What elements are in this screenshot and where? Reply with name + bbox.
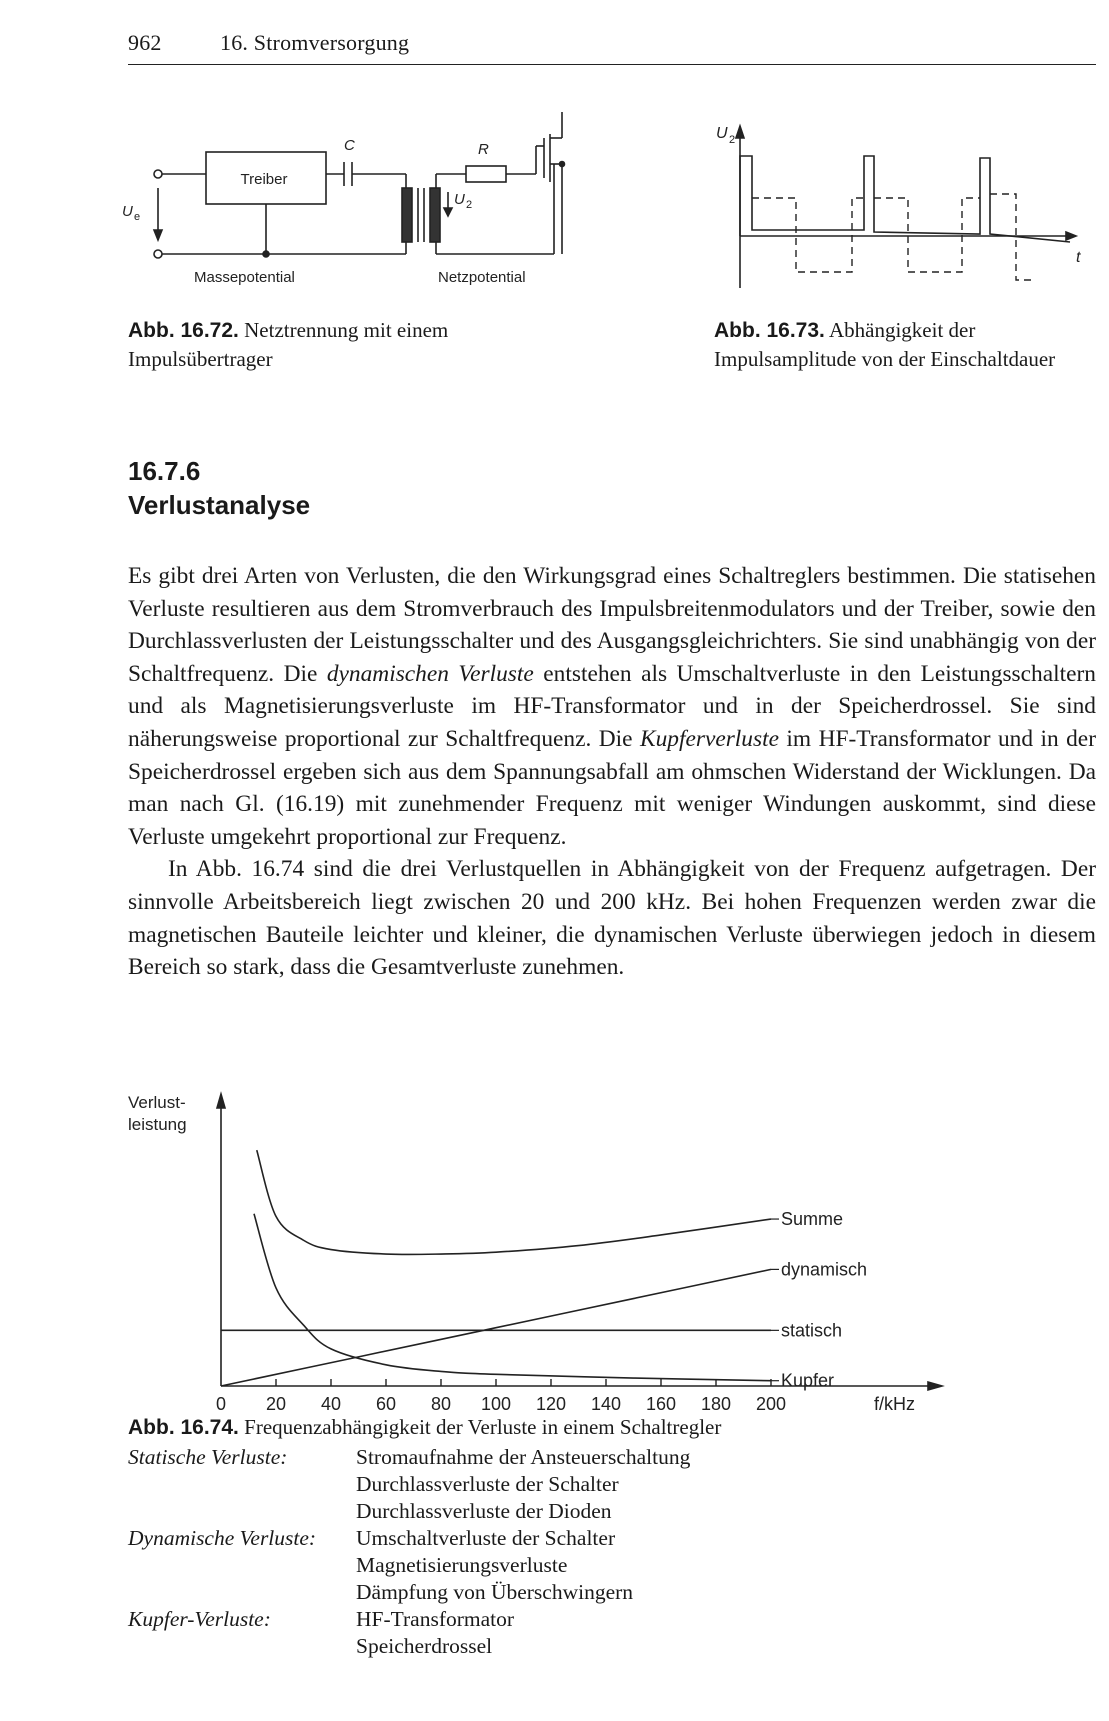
series-label-statisch: statisch [781, 1320, 843, 1341]
legend-static-key: Statische Verluste: [128, 1445, 288, 1469]
waveform-y-label: U [716, 125, 728, 142]
y-axis-label-line-1: Verlust- [128, 1093, 186, 1112]
ground-left-label: Massepotential [194, 269, 295, 286]
caption-16-74-text: Frequenzabhängigkeit der Verluste in einem Schaltregler [244, 1415, 722, 1439]
x-tick-label: 120 [535, 1394, 567, 1414]
x-tick-label: 20 [265, 1394, 287, 1414]
caption-16-72-label: Abb. 16.72. [128, 319, 239, 342]
section-title: Verlustanalyse [128, 490, 311, 520]
legend-dynamic-item: Dämpfung von Überschwingern [356, 1580, 634, 1604]
x-tick-label: 160 [645, 1394, 677, 1414]
x-tick-label: 180 [700, 1394, 732, 1414]
figure-16-73-waveform [700, 116, 1090, 294]
x-tick-label: 100 [480, 1394, 512, 1414]
paragraph-1 [128, 560, 1096, 853]
term-dynamic-losses: dynamischen Verluste [326, 660, 534, 687]
driver-label: Treiber [240, 171, 288, 188]
section-heading [128, 454, 310, 522]
legend-dynamic-item: Umschaltverluste der Schalter [356, 1526, 616, 1550]
series-label-kupfer: Kupfer [781, 1370, 835, 1391]
running-header [128, 30, 409, 56]
x-tick-label: 40 [320, 1394, 342, 1414]
caption-16-72-text: Netztrennung mit einem Impulsübertrager [128, 318, 449, 371]
capacitor-label: C [344, 137, 355, 154]
x-axis-label: f/kHz [874, 1394, 916, 1414]
figure-16-74-chart [118, 1080, 958, 1424]
x-tick-label: 0 [215, 1394, 227, 1414]
legend-dynamic-item: Magnetisierungsverluste [356, 1553, 568, 1577]
term-copper-losses: Kupferverluste [639, 725, 779, 752]
output-voltage-subscript: 2 [466, 199, 473, 211]
caption-16-74-label: Abb. 16.74. [128, 1416, 239, 1439]
series-line-summe [257, 1150, 771, 1254]
caption-legend [128, 1444, 690, 1660]
series-line-dynamisch [221, 1269, 771, 1386]
caption-16-73 [714, 316, 1094, 373]
paragraph-1-part-b: entstehen als Umschaltverluste in den Leistungsschaltern und als Magnetisierungsverluste im HF-Transformator und in der Speicherdrossel. Sie sind näherungsweise proportional zur Schaltfrequenz. Die [128, 660, 1096, 752]
legend-copper-item: Speicherdrossel [356, 1634, 493, 1658]
legend-static-item: Durchlassverluste der Schalter [356, 1472, 619, 1496]
waveform-y-subscript: 2 [729, 134, 736, 146]
legend-static-item: Durchlassverluste der Dioden [356, 1499, 612, 1523]
paragraph-1-part-c: im HF-Transformator und in der Speicherdrossel ergeben sich aus dem Spannungsabfall am ohmschen Widerstand der Wicklungen. Da man nach Gl. (16.19) mit zunehmender Frequenz mit weniger Windungen auskommt, sind diese Verluste umgekehrt proportional zur Frequenz. [128, 725, 1096, 850]
input-voltage-label: U [122, 203, 133, 220]
legend-dynamic-row [128, 1525, 690, 1552]
legend-static-item: Stromaufnahme der Ansteuerschaltung [356, 1445, 691, 1469]
x-axis-arrow [928, 1382, 942, 1390]
paragraph-2: In Abb. 16.74 sind die drei Verlustquellen in Abhängigkeit von der Frequenz aufgetragen. Der sinnvolle Arbeitsbereich liegt zwischen 20 und 200 kHz. Bei hohen Frequenzen werden zwar die magnetischen Bauteile leichter und kleiner, die dynamischen Verluste überwiegen jedoch in diesem Bereich so stark, dass die Gesamtverluste zunehmen. [128, 856, 1096, 981]
resistor-label: R [478, 141, 489, 158]
legend-static-row [128, 1444, 690, 1471]
ground-right-label: Netzpotential [438, 269, 526, 286]
series-line-kupfer [254, 1214, 771, 1381]
legend-dynamic-key: Dynamische Verluste: [128, 1526, 317, 1550]
series-label-summe: Summe [781, 1209, 844, 1230]
y-axis-arrow [217, 1094, 225, 1108]
caption-16-72 [128, 316, 558, 373]
x-tick-label: 200 [755, 1394, 787, 1414]
output-voltage-label: U [454, 191, 465, 208]
waveform-x-label: t [1076, 249, 1081, 266]
x-tick-label: 60 [375, 1394, 397, 1414]
legend-copper-key: Kupfer-Verluste: [128, 1607, 271, 1631]
page-number: 962 [128, 30, 162, 55]
input-voltage-subscript: e [134, 211, 141, 223]
caption-16-73-label: Abb. 16.73. [714, 319, 825, 342]
y-axis-label-line-2: leistung [128, 1115, 187, 1134]
x-tick-label: 140 [590, 1394, 622, 1414]
body-text [128, 560, 1096, 984]
caption-16-73-text: Abhängigkeit der Impulsamplitude von der Einschaltdauer [714, 318, 1056, 371]
x-tick-label: 80 [430, 1394, 452, 1414]
legend-copper-row [128, 1606, 690, 1633]
series-label-dynamisch: dynamisch [781, 1259, 868, 1280]
legend-copper-item: HF-Transformator [356, 1607, 515, 1631]
section-number: 16.7.6 [128, 456, 201, 486]
paragraph-1-part-a: Es gibt drei Arten von Verlusten, die den Wirkungsgrad eines Schaltreglers bestimmen. Die statisehen Verluste resultieren aus dem Stromverbrauch des Impulsbreitenmodulators und der Treiber, sowie den Durchlassverlusten der Leistungsschalter und des Ausgangsgleichrichters. Sie sind unabhängig von der Schaltfrequenz. Die [128, 563, 1096, 687]
chapter-title: 16. Stromversorgung [220, 30, 410, 55]
figure-16-72-circuit [118, 108, 618, 290]
caption-16-74 [128, 1413, 1096, 1442]
header-rule [128, 64, 1096, 65]
